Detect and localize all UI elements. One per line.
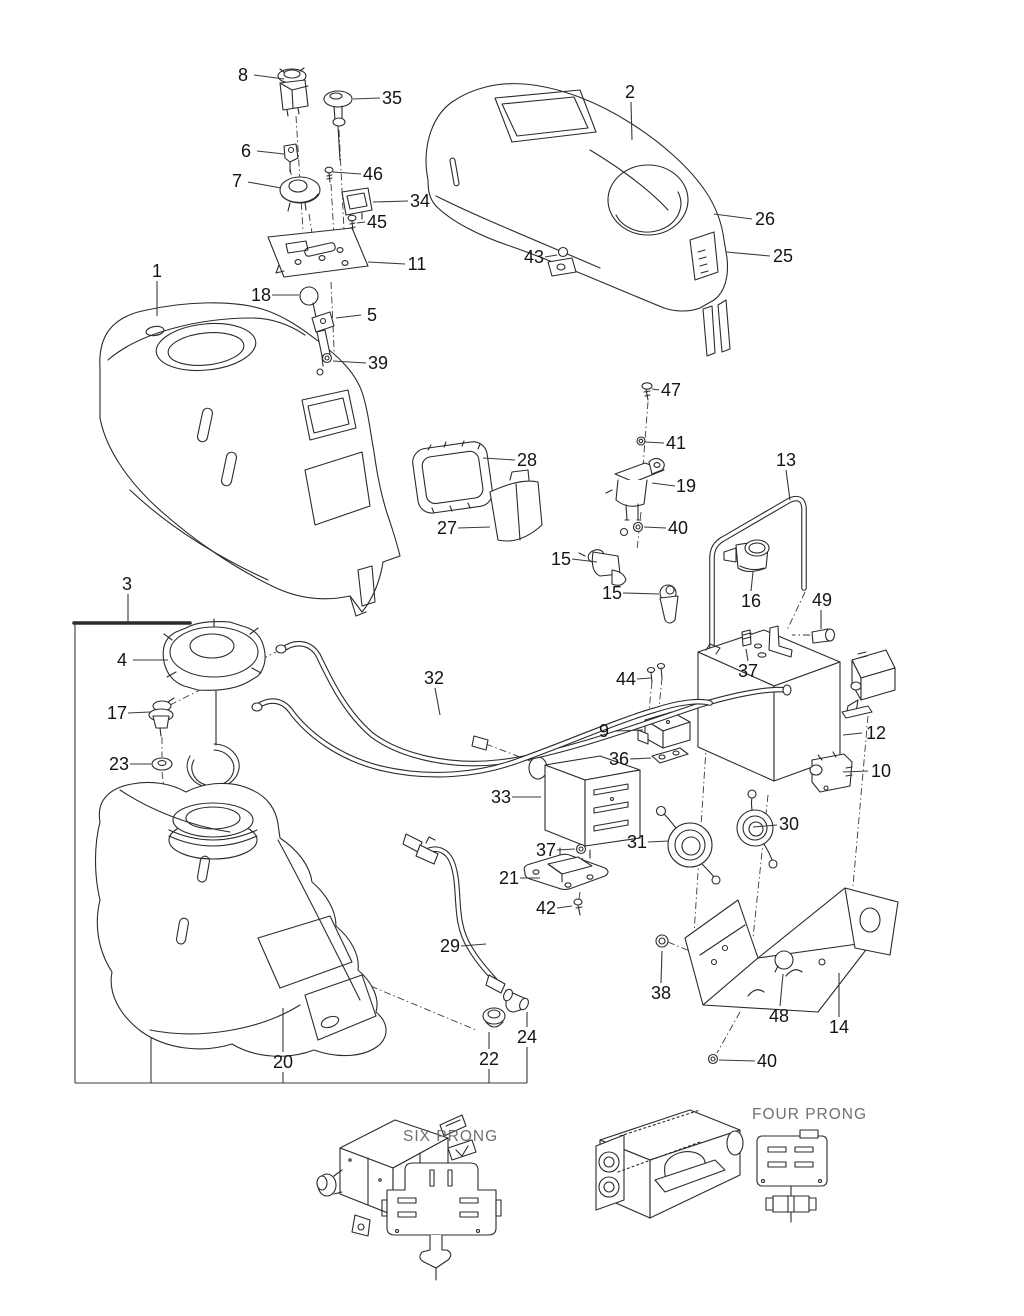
callout-23: 23	[108, 754, 130, 774]
callout-34: 34	[409, 191, 431, 211]
callout-28: 28	[516, 450, 538, 470]
callout-7: 7	[231, 171, 243, 191]
callout-leader-28	[483, 458, 515, 460]
callout-31: 31	[626, 832, 648, 852]
callout-43: 43	[523, 247, 545, 267]
callout-leader-8	[254, 75, 284, 79]
callout-5: 5	[366, 305, 378, 325]
callout-leader-27	[458, 527, 490, 528]
callout-26: 26	[754, 209, 776, 229]
callout-leader-30	[753, 825, 777, 827]
callout-35: 35	[381, 88, 403, 108]
callout-leader-7	[248, 182, 281, 188]
callout-40: 40	[667, 518, 689, 538]
callout-40: 40	[756, 1051, 778, 1071]
callout-39: 39	[367, 353, 389, 373]
callout-33: 33	[490, 787, 512, 807]
callout-leader-5	[336, 315, 361, 318]
callout-leader-9	[615, 730, 643, 731]
four-prong-label: FOUR PRONG	[752, 1106, 868, 1123]
callout-leader-44	[637, 678, 651, 679]
callout-leader-39	[333, 361, 366, 363]
callout-18: 18	[250, 285, 272, 305]
callout-11: 11	[407, 254, 427, 274]
callout-30: 30	[778, 814, 800, 834]
callout-17: 17	[106, 703, 128, 723]
callout-leader-29	[461, 944, 486, 946]
callout-25: 25	[772, 246, 794, 266]
callout-49: 49	[811, 590, 833, 610]
callout-37: 37	[737, 661, 759, 681]
callout-leader-32	[435, 688, 440, 715]
callout-leader-15	[572, 559, 597, 562]
callout-38: 38	[650, 983, 672, 1003]
callout-19: 19	[675, 476, 697, 496]
callout-9: 9	[598, 721, 610, 741]
callout-leader-41	[645, 442, 664, 443]
callout-leader-31	[648, 841, 669, 842]
callout-36: 36	[608, 749, 630, 769]
callout-46: 46	[362, 164, 384, 184]
callout-2: 2	[624, 82, 636, 102]
callout-14: 14	[828, 1017, 850, 1037]
callout-4: 4	[116, 650, 128, 670]
callout-47: 47	[660, 380, 682, 400]
six-prong-label: SIX PRONG	[403, 1128, 499, 1145]
callout-leader-34	[373, 201, 408, 202]
callout-leader-11	[368, 262, 405, 264]
callout-15: 15	[550, 549, 572, 569]
callout-leader-40	[719, 1060, 755, 1061]
callout-leader-48	[780, 974, 783, 1006]
callout-leader-16	[751, 572, 753, 591]
callout-37: 37	[535, 840, 557, 860]
callout-8: 8	[237, 65, 249, 85]
callout-leader-10	[843, 771, 868, 772]
callout-16: 16	[740, 591, 762, 611]
callout-leader-2	[631, 102, 632, 140]
callout-leader-17	[128, 712, 150, 713]
callout-22: 22	[478, 1049, 500, 1069]
callout-leader-25	[726, 252, 770, 256]
callout-29: 29	[439, 936, 461, 956]
callout-leader-45	[357, 222, 365, 223]
callout-leader-37	[746, 649, 748, 661]
callout-20: 20	[272, 1052, 294, 1072]
callout-41: 41	[665, 433, 687, 453]
callout-leader-35	[353, 98, 380, 99]
callout-42: 42	[535, 898, 557, 918]
callout-leader-47	[652, 389, 659, 390]
callout-leader-38	[661, 951, 662, 983]
callout-1: 1	[151, 261, 163, 281]
callout-45: 45	[366, 212, 388, 232]
callout-leader-13	[786, 470, 790, 500]
callout-24: 24	[516, 1027, 538, 1047]
callout-leader-15	[623, 593, 659, 594]
callout-21: 21	[498, 868, 520, 888]
callout-12: 12	[865, 723, 887, 743]
callout-48: 48	[768, 1006, 790, 1026]
callout-leader-37	[557, 849, 575, 850]
callout-leader-19	[652, 483, 675, 486]
callout-32: 32	[423, 668, 445, 688]
callout-15: 15	[601, 583, 623, 603]
callout-leader-36	[630, 758, 651, 759]
callout-3: 3	[121, 574, 133, 594]
callout-leader-43	[545, 255, 557, 257]
callout-44: 44	[615, 669, 637, 689]
callout-leader-6	[257, 151, 284, 154]
callout-10: 10	[870, 761, 892, 781]
callout-27: 27	[436, 518, 458, 538]
callout-leader-26	[714, 214, 752, 219]
callout-leader-42	[557, 906, 572, 908]
callout-13: 13	[775, 450, 797, 470]
callout-leader-12	[843, 733, 862, 735]
callout-leader-40	[644, 527, 666, 528]
callout-6: 6	[240, 141, 252, 161]
callout-leader-46	[333, 172, 361, 174]
